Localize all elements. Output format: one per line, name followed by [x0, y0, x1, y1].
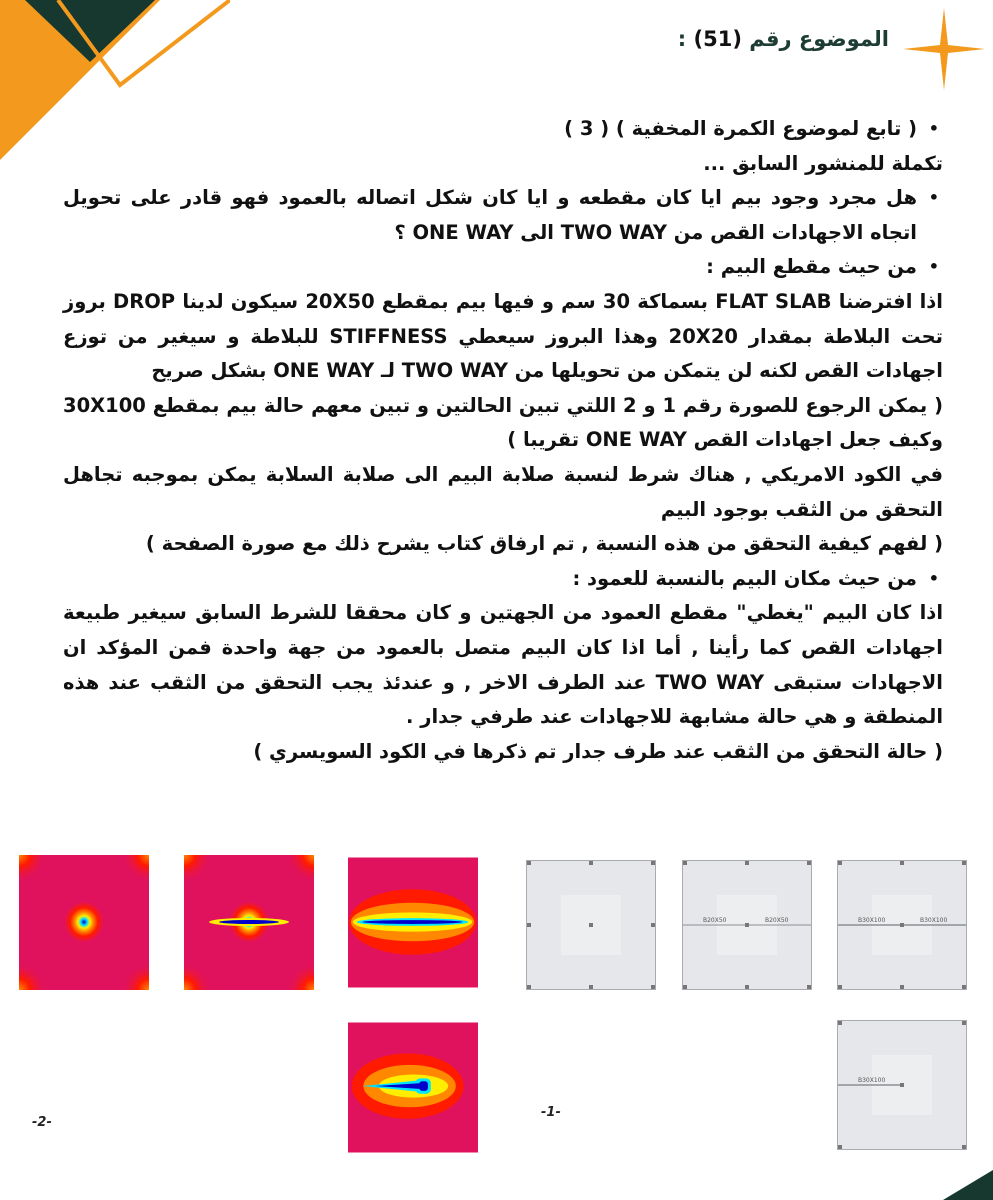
paragraph: في الكود الامريكي , هناك شرط لنسبة صلابة البيم الى صلابة السلابة يمكن بموجبه تجاهل التحقق من الثقب بوجود البيم	[63, 462, 943, 521]
paragraph: تكملة للمنشور السابق ...	[703, 151, 943, 175]
contour-plot-beam-20x50	[184, 855, 314, 990]
slab-plan-beam-20x50	[682, 860, 812, 990]
beam-label: B20X50	[765, 917, 789, 924]
paragraph: ( لفهم كيفية التحقق من هذه النسبة , تم ارفاق كتاب يشرح ذلك مع صورة الصفحة )	[145, 532, 943, 556]
paragraph: اذا افترضنا FLAT SLAB بسماكة 30 سم و فيها بيم بمقطع 20X50 سيكون لدينا DROP بروز تحت البلاطة بمقدار 20X20 وهذا البروز سيعطي STIFFNESS للبلاطة و سيغير من توزع اجهادات القص لكنه لن يتمكن من تحويلها من TWO WAY لـ ONE WAY بشكل صريح	[63, 289, 943, 383]
paragraph: • من حيث مقطع البيم :	[63, 250, 943, 285]
article-body	[63, 112, 943, 769]
figure-2-label: -2-	[32, 1115, 52, 1130]
beam-label: B20X50	[703, 917, 727, 924]
paragraph: • هل مجرد وجود بيم ايا كان مقطعه و ايا كان شكل اتصاله بالعمود فهو قادر على تحويل اتجاه الاجهادات القص من TWO WAY الى ONE WAY ؟	[63, 181, 943, 250]
figure-1-label: -1-	[541, 1105, 561, 1120]
page-title	[678, 27, 889, 51]
contour-plot-one-side-beam	[348, 1020, 478, 1155]
beam-label: B30X100	[920, 917, 948, 924]
paragraph: ( يمكن الرجوع للصورة رقم 1 و 2 اللتي تبين الحالتين و تبين معهم حالة بيم بمقطع 30X100 وكيف جعل اجهادات القص ONE WAY تقريبا )	[63, 393, 943, 452]
corner-decoration-bottom	[903, 1170, 993, 1200]
paragraph: اذا كان البيم "يغطي" مقطع العمود من الجهتين و كان محققا للشرط السابق سيغير طبيعة اجهادات القص كما رأينا , أما اذا كان البيم متصل بالعمود من جهة واحدة فمن المؤكد ان الاجهادات ستبقى TWO WAY عند الطرف الاخر , و عندئذ يجب التحقق من الثقب عند هذه المنطقة و هي حالة مشابهة للاجهادات عند طرفي جدار .	[63, 601, 943, 729]
slab-plan-one-side-beam	[837, 1020, 967, 1150]
paragraph: ( حالة التحقق من الثقب عند طرف جدار تم ذكرها في الكود السويسري )	[253, 739, 943, 763]
title-prefix: الموضوع رقم	[749, 27, 889, 51]
slab-plan-no-beam	[526, 860, 656, 990]
beam-label: B30X100	[858, 917, 886, 924]
topic-number: (51)	[693, 27, 742, 51]
contour-plot-no-beam	[19, 855, 149, 990]
title-suffix: :	[677, 27, 687, 51]
star-icon	[903, 8, 985, 90]
contour-plot-beam-30x100	[348, 855, 478, 990]
paragraph: • من حيث مكان البيم بالنسبة للعمود :	[63, 562, 943, 597]
slab-plan-beam-30x100	[837, 860, 967, 990]
beam-label: B30X100	[858, 1077, 886, 1084]
paragraph: • ( تابع لموضوع الكمرة المخفية ) ( 3 )	[63, 112, 943, 147]
